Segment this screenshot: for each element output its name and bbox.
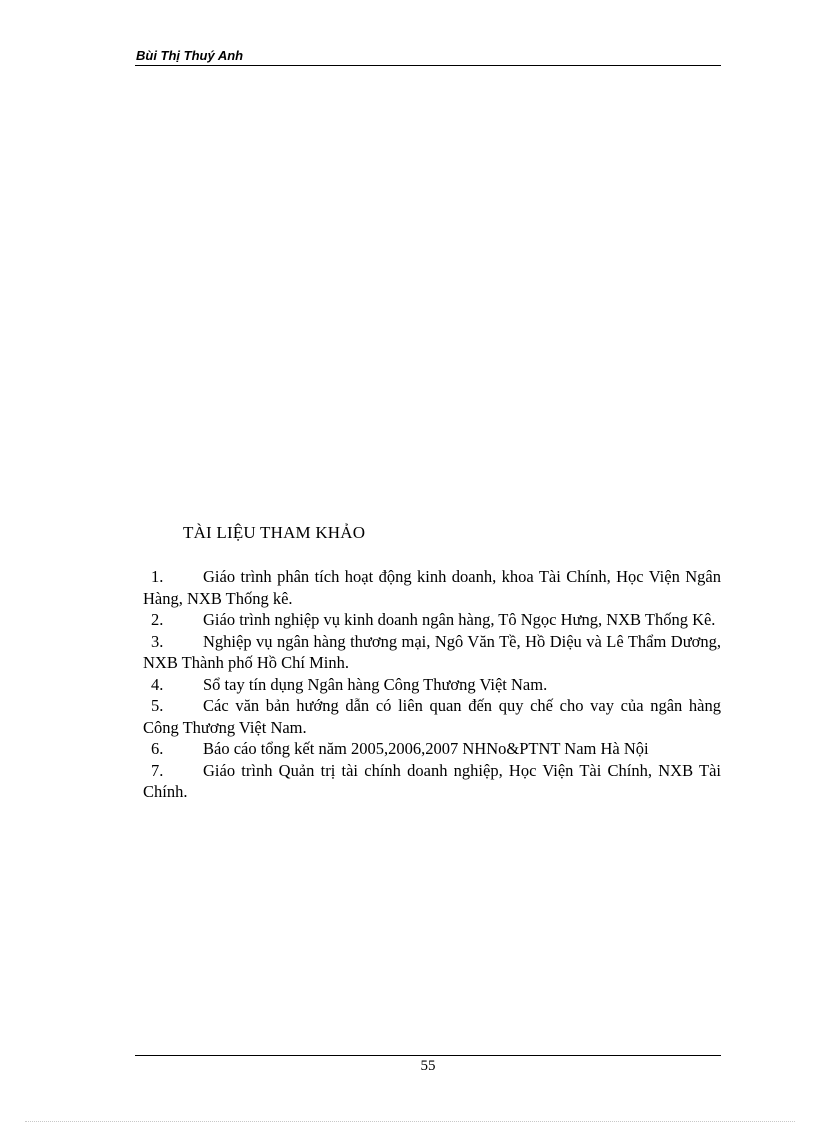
reference-text: Nghiệp vụ ngân hàng thương mại, Ngô Văn Tề, Hồ Diệu và Lê Thẩm Dương, NXB Thành phố Hồ Chí Minh. (143, 631, 721, 672)
reference-number: 5. (151, 696, 164, 715)
reference-number: 3. (151, 631, 164, 651)
reference-text: Giáo trình nghiệp vụ kinh doanh ngân hàng, Tô Ngọc Hưng, NXB Thống Kê. (203, 610, 716, 629)
reference-number: 1. (151, 567, 164, 586)
references-list (143, 566, 721, 803)
reference-number: 2. (151, 610, 164, 629)
reference-item (143, 631, 721, 674)
reference-text: Các văn bản hướng dẫn có liên quan đến quy chế cho vay của ngân hàng Công Thương Việt Nam. (143, 696, 721, 737)
reference-item (143, 674, 721, 696)
reference-item (143, 738, 721, 760)
reference-item (143, 609, 721, 631)
page-edge-divider (25, 1121, 795, 1122)
reference-text: Giáo trình phân tích hoạt động kinh doanh, khoa Tài Chính, Học Viện Ngân Hàng, NXB Thống kê. (143, 567, 721, 608)
header-rule (135, 65, 721, 66)
reference-text: Giáo trình Quản trị tài chính doanh nghiệp, Học Viện Tài Chính, NXB Tài Chính. (143, 760, 721, 801)
reference-number: 7. (151, 760, 164, 780)
reference-item (143, 566, 721, 609)
reference-item (143, 695, 721, 738)
reference-number: 6. (151, 739, 164, 758)
references-title: TÀI LIỆU THAM KHẢO (183, 523, 366, 542)
reference-text: Báo cáo tổng kết năm 2005,2006,2007 NHNo&PTNT Nam Hà Nội (203, 739, 649, 758)
page-number: 55 (420, 1058, 436, 1074)
reference-number: 4. (151, 674, 164, 694)
reference-item (143, 760, 721, 803)
reference-text: Sổ tay tín dụng Ngân hàng Công Thương Việt Nam. (203, 674, 548, 694)
header-author: Bùi Thị Thuý Anh (136, 48, 244, 63)
footer-rule (135, 1055, 721, 1056)
